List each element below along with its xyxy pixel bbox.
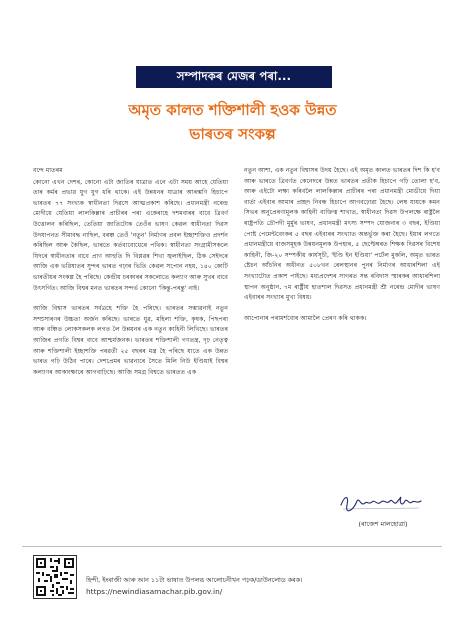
footer-divider — [22, 546, 442, 547]
signature-name: (ৰাজেশ মালহোত্ৰা) — [358, 520, 408, 528]
editor-desk-banner — [136, 66, 332, 88]
left-paragraph-1: কোনো এখন দেশৰ, কোনো এটা জাতিৰ যাত্ৰাত এনে এটা সময় আহে যেতিয়া তাৰ কৰ্মৰ প্ৰভাৱ যুগ যুগ ধৰি থাকে। এই উন্নয়নৰ যাত্ৰাৰ আৰম্ভণি হিচাপে ভাৰতৰ ৭৭ সংখ্যক স্বাধীনতা দিৱসে আত্মপ্ৰকাশ কৰিছে। প্ৰধানমন্ত্ৰী নৰেন্দ্ৰ মোদীয়ে যেতিয়া লালকিল্লাৰ প্ৰাচীৰৰ পৰা একেৰাহে দশমবাৰৰ বাবে ত্ৰিবৰ্ণ উত্তোলন কৰিছিল, তেতিয়া জাতিটোক তেওঁৰ ভাষণ কেৱল স্বাধীনতা দিৱস উদযাপনত সীমাবদ্ধ নাছিল, বৰঞ্চ তেওঁ 'নতুন' নিৰ্মাণৰ প্ৰবল ইচ্ছাশক্তিও প্ৰদৰ্শন কৰিছিল আৰু কৈছিল, ভাৰতে কৰ্তব্যবোধেৰে পথিক। স্বাধীনতা সংগ্ৰামীসকলে যিদৰে স্বাধীনতাৰ বাবে প্ৰাণ আহুতি দি বিপ্লৱৰ শিখা জ্বলাইছিল, ঠিক সেইদৰে আজি এক ভৱিষ্যতৰ সুন্দৰ ভাৰত গঢ়াৰ ভিতি কেৱল সপোন নহয়, ১৪০ কোটি ভাৰতীয়ৰ সংকল্প হৈ পৰিছে। কেন্দ্ৰীয় চৰকাৰৰ সকলোতে কল্যাণ আৰু সুখৰ বাবে উৎসৰ্গিত। আজি বিশ্বৰ মনত ভাৰতৰ সন্দৰ্ভ কোনো 'কিন্তু-পৰন্তু' নাই। — [33, 178, 228, 292]
handwritten-signature — [337, 489, 427, 515]
right-column — [244, 166, 440, 334]
right-paragraph-2: আপোনাৰ পৰামৰ্শবোৰ আমালৈ প্ৰেৰণ কৰি থাকক। — [244, 314, 367, 322]
left-column — [33, 166, 228, 388]
left-paragraph-2: আজি বিশ্বাস ভাৰতৰ সৰ্বত্ৰহে শক্তি হৈ পৰিছে। ভাৰতৰ সম্ভাৱনাই নতুন সম্প্ৰসাৰণৰ উচ্চতা অৰ্জন কৰিছে। ভাৰতে যুৱ, মহিলা শক্তি, কৃষক, পিছপৰা আৰু বঞ্চিত লোকসকলক লগত লৈ উন্নয়নৰ এক নতুন কাহিনী লিখিছে। ভাৰতৰ আজিৰ প্ৰগতি বিশ্বৰ বাবে আশ্চৰ্যজনক। ভাৰতৰ শক্তিশালী গণতন্ত্ৰ, দৃঢ় নেতৃত্ব আৰু শক্তিশালী ইচ্ছাশক্তি পৰৱৰ্তী ২৫ বছৰৰ মন্ত্ৰ হৈ পৰিছে যাতে এক উন্নত ভাৰত গঢ়ি উঠিব পাৰে। দেশপ্ৰেমৰ ভাৱনাৰে সৈতে মিলি নিউ ইণ্ডিয়াই বিশ্বৰ কল্যাণৰ আকাংক্ষাৰে আগবাঢ়িছে। আজি সমগ্ৰ বিশ্বতে ভাৰতত এক — [33, 305, 228, 376]
salutation: বন্দে মাতৰম — [33, 167, 63, 174]
banner-title: সম্পাদকৰ মেজৰ পৰা... — [176, 68, 292, 83]
right-paragraph-1: নতুন আশা, এক নতুন বিশ্বাসৰ উদয় হৈছে। এই অমৃত কালত ভাৰতৰ দিশ কি হ'ব আৰু ভাৰতে ত্ৰিবৰ্ণত কেনেদৰে উন্নত ভাৰতৰ প্ৰতীক হিচাপে গঢ়ি তোলা হ'ব, আৰু এইটো লক্ষ্য কৰিবলৈ লালকিল্লাৰ প্ৰাচীৰৰ পৰা প্ৰধানমন্ত্ৰী মোডীয়ে দিয়া বাৰ্তা এইবাৰ আমাৰ প্ৰচ্ছদ নিবন্ধ হিচাপে আগবঢ়োৱা হৈছে। লেম্ব যায়কে কমন সিভৰ অনুপ্ৰেৰণামূলক কাহিনী ব্যক্তিত্ব শাখাত, স্বাধীনতা দিৱস উপলক্ষে ৰাষ্ট্ৰলৈ ৰাষ্ট্ৰপতি দ্ৰৌপদী মুৰ্মুৰ ভাষণ, প্ৰধানমন্ত্ৰী মৎস্য সম্পদ যোজনাৰ ৩ বছৰ, ইণ্ডিয়া পোষ্ট পেমেন্টবেংকৰ ৫ বছৰ এইবাৰৰ সংখ্যাত অন্তৰ্ভুক্ত কৰা হৈছে। ইয়াৰ লগতে প্ৰধানমন্ত্ৰীয়ে বাজসমূহক উন্নয়নমূলক উপহাৰ, ৫ ছেপ্টেম্বৰত শিক্ষক দিৱসৰ বিশেষ কাহিনী, জি-২০ সম্পৰ্কীয় কাৰ্যসূচী, 'ইণ্ডি ইন ইণ্ডিয়া' পৰ্টেল মুকলি, অমৃত ভাৰত ষ্টেচন আঁচনিৰ অধীনত ৫০৮খন ৰেলস্থানৰ পুনৰ নিৰ্মাণৰ আধাৰশিলা এই সংখ্যাটোত প্ৰকাশ পাইছে। মধ্যপ্ৰদেশৰ সাগৰত সন্ত ৰবিদাস স্মাৰকৰ আধাৰশিলা স্থাপন অনুষ্ঠান, ৭ম ৰাষ্ট্ৰীয় হাতশাল দিৱসত প্ৰধানমন্ত্ৰী শ্ৰী নৰেন্দ্ৰ মোদীৰ ভাষণ এইবাৰৰ সংখ্যাৰ মুখ্য বিষয়। — [244, 167, 440, 302]
headline-line-1: অমৃত কালত শক্তিশালী হওক উন্নত — [128, 101, 337, 119]
footer-text — [86, 575, 302, 597]
headline-line-2: ভাৰতৰ সংকল্প — [189, 125, 276, 143]
footer-website-link[interactable]: https://newindiasamachar.pib.gov.in/ — [86, 587, 223, 596]
qr-code-icon[interactable] — [33, 555, 77, 599]
footer-languages-note: হিন্দী, ইংৰাজী আৰু আন ১১টা ভাষাত উপলব্ধ আলোচনীখন পঢ়ক/ডাউনলোড কৰক। — [86, 576, 303, 584]
editorial-headline — [40, 98, 425, 146]
